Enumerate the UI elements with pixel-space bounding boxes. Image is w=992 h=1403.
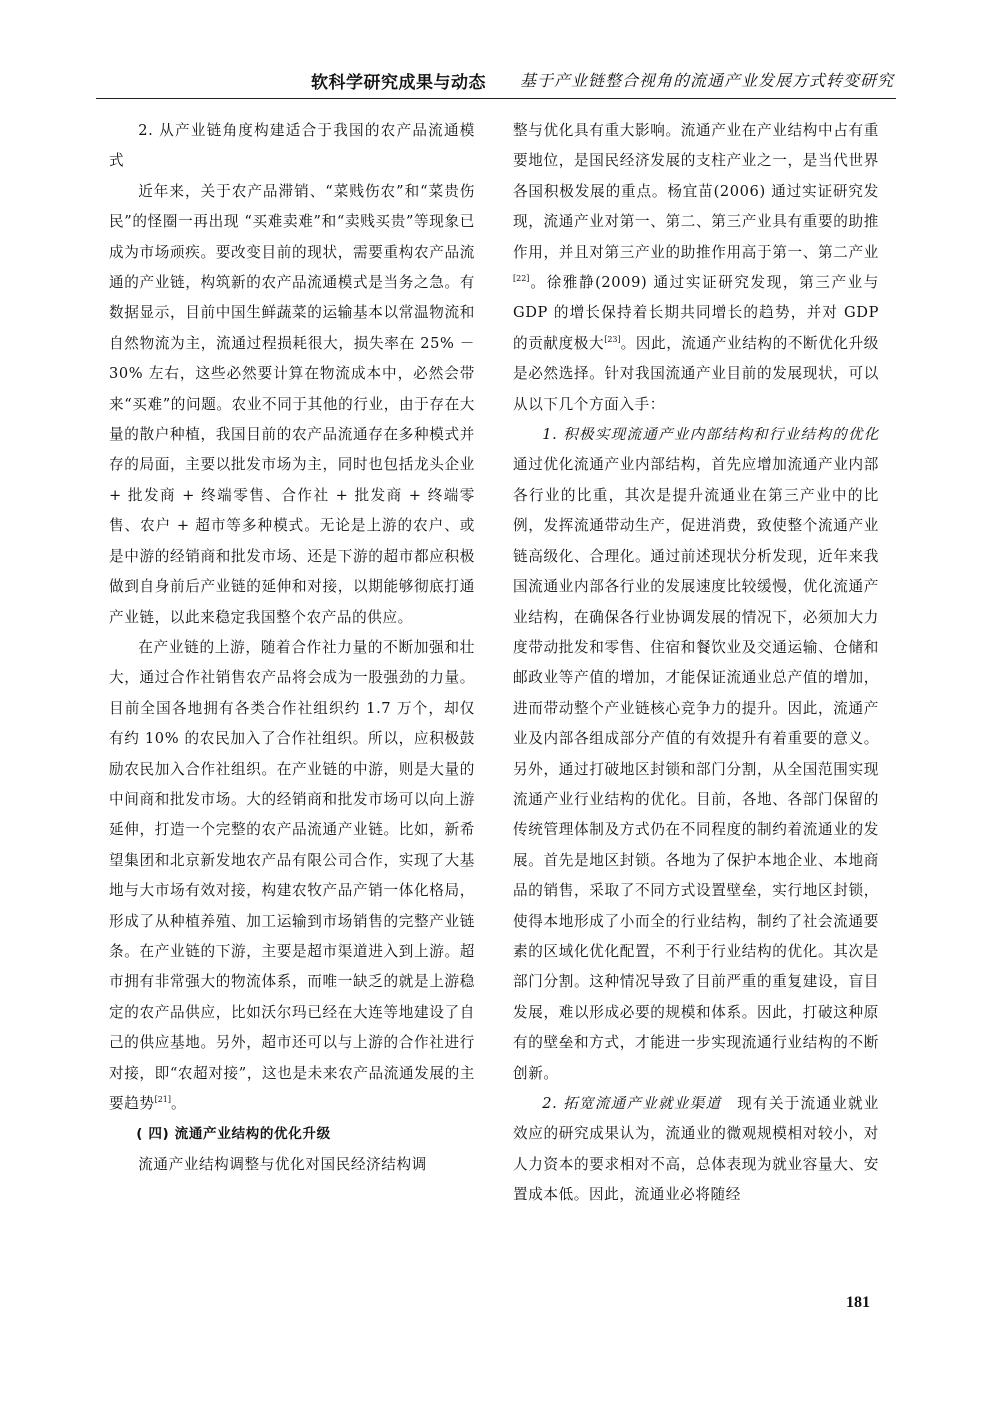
subsection-heading: 1. 积极实现流通产业内部结构和行业结构的优化 bbox=[542, 426, 879, 444]
paragraph: 流通产业结构调整与优化对国民经济结构调 bbox=[138, 1155, 427, 1173]
paragraph-end: 。 bbox=[171, 1095, 187, 1112]
paragraph bbox=[109, 633, 475, 1120]
paragraph-text: 通过优化流通产业内部结构，首先应增加流通产业内部各行业的比重，其次是提升流通业在第三产业中的比例，发挥流通带动生产，促进消费，致使整个流通产业链高级化、合理化。通过前述现状分析发现，近年来我国流通业内部各行业的发展速度比较缓慢，优化流通产业结构，在确保各行业协调发展的情况下，必须加大力度带动批发和零售、住宿和餐饮业及交通运输、仓储和邮政业等产值的增加，才能保证流通业总产值的增加，进而带动整个产业链核心竞争力的提升。因此，流通产业及内部各组成部分产值的有效提升有着重要的意义。另外，通过打破地区封锁和部门分割，从全国范围实现流通产业行业结构的优化。目前，各地、各部门保留的传统管理体制及方式仍在不同程度的制约着流通业的发展。首先是地区封锁。各地为了保护本地企业、本地商品的销售，采取了不同方式设置壁垒，实行地区封锁，使得本地形成了小而全的行业结构，制约了社会流通要素的区域化优化配置，不利于行业结构的优化。其次是部门分割。这种情况导致了目前严重的重复建设，盲目发展，难以形成必要的规模和体系。因此，打破这种原有的壁垒和方式，才能进一步实现流通行业结构的不断创新。 bbox=[513, 456, 879, 1082]
citation-ref[interactable]: [21] bbox=[154, 1095, 172, 1104]
paragraph bbox=[513, 116, 879, 420]
paragraph-text: 。徐雅静(2009) 通过实证研究发现，第三产业与 GDP 的增长保持着长期共同增长的趋势，并对 GDP 的贡献度极大 bbox=[513, 274, 879, 352]
citation-ref[interactable]: [22] bbox=[513, 274, 530, 284]
paragraph-text: 在产业链的上游，随着合作社力量的不断加强和壮大，通过合作社销售农产品将会成为一股强劲的力量。目前全国各地拥有各类合作社组织约 1.7 万个，却仅有约 10% 的农民加入了合作社组织。所以，应积极鼓励农民加入合作社组织。在产业链的中游，则是大量的中间商和批发市场。大的经销商和批发市场可以向上游延伸，打造一个完整的农产品流通产业链。比如，新希望集团和北京新发地农产品有限公司合作，实现了大基地与大市场有效对接，构建农牧产品产销一体化格局，形成了从种植养殖、加工运输到市场销售的完整产业链条。在产业链的下游，主要是超市渠道进入到上游。超市拥有非常强大的物流体系，而唯一缺乏的就是上游稳定的农产品供应，比如沃尔玛已经在大连等地建设了自己的供应基地。另外，超市还可以与上游的合作社进行对接，即“农超对接”，这也是未来农产品流通发展的主要趋势 bbox=[109, 638, 475, 1112]
subsection-heading: 2. 从产业链角度构建适合于我国的农产品流通模式 bbox=[109, 122, 475, 170]
paragraph-text: 整与优化具有重大影响。流通产业在产业结构中占有重要地位，是国民经济发展的支柱产业之一，是当代世界各国积极发展的重点。杨宜苗(2006) 通过实证研究发现，流通产业对第一、第二、第三产业具有重要的助推作用，并且对第三产业的助推作用高于第一、第二产业 bbox=[513, 122, 879, 261]
page-number: 181 bbox=[846, 1294, 870, 1311]
paragraph: 近年来，关于农产品滞销、“菜贱伤农”和“菜贵伤民”的怪圈一再出现 “买难卖难”和“卖贱买贵”等现象已成为市场顽疾。要改变目前的现状，需要重构农产品流通的产业链，构筑新的农产品流通模式是当务之急。有数据显示，目前中国生鲜蔬菜的运输基本以常温物流和自然物流为主，流通过程损耗很大，损失率在 25% －30% 左右，这些必然要计算在物流成本中，必然会带来“买难”的问题。农业不同于其他的行业，由于存在大量的散户种植，我国目前的农产品流通存在多种模式并存的局面，主要以批发市场为主，同时也包括龙头企业 + 批发商 + 终端零售、合作社 + 批发商 + 终端零售、农户 + 超市等多种模式。无论是上游的农户、或是中游的经销商和批发市场、还是下游的超市都应积极做到自身前后产业链的延伸和对接，以期能够彻底打通产业链，以此来稳定我国整个农产品的供应。 bbox=[109, 182, 475, 626]
article-title: 基于产业链整合视角的流通产业发展方式转变研究 bbox=[519, 71, 894, 90]
subsection-heading: 2. 拓宽流通产业就业渠道 bbox=[542, 1095, 722, 1112]
citation-ref[interactable]: [23] bbox=[604, 334, 621, 344]
paragraph bbox=[513, 420, 879, 1089]
journal-title: 软科学研究成果与动态 bbox=[311, 73, 486, 93]
left-column bbox=[109, 116, 475, 1180]
section-heading: ( 四) 流通产业结构的优化升级 bbox=[136, 1126, 331, 1143]
paragraph-text: 现有关于流通业就业效应的研究成果认为，流通业的微观规模相对较小，对人力资本的要求相对不高，总体表现为就业容量大、安置成本低。因此，流通业必将随经 bbox=[513, 1095, 879, 1204]
right-column bbox=[513, 116, 879, 1211]
paragraph-text: 。因此，流通产业结构的不断优化升级是必然选择。针对我国流通产业目前的发展现状，可以从以下几个方面入手： bbox=[513, 334, 880, 413]
running-header bbox=[96, 64, 896, 99]
paragraph bbox=[513, 1089, 879, 1211]
